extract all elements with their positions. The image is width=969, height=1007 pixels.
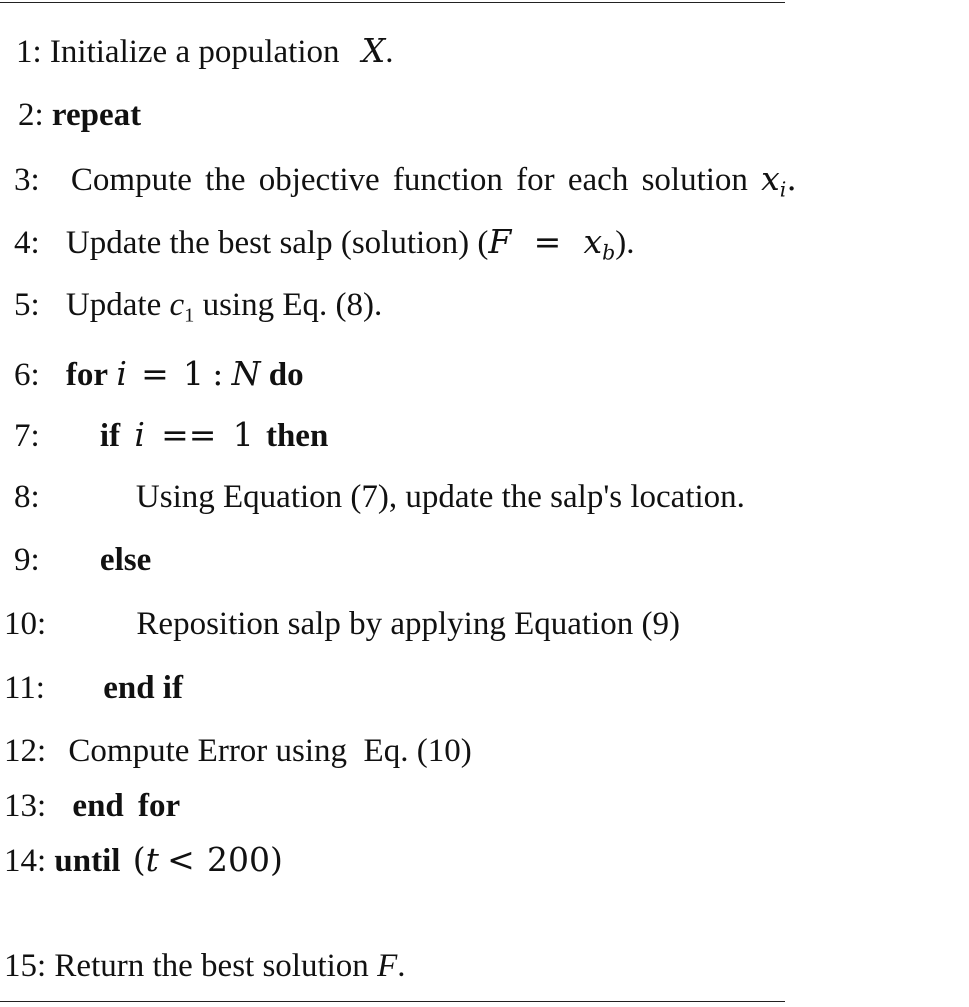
keyword-then: then bbox=[265, 418, 329, 454]
variable-f: F bbox=[377, 948, 398, 984]
line-text: Initialize a population bbox=[49, 34, 340, 70]
algorithm-line-4 bbox=[14, 222, 634, 263]
algorithm-line-10 bbox=[4, 604, 680, 644]
variable-i: i bbox=[116, 354, 127, 393]
subscript-b: b bbox=[602, 240, 616, 265]
algorithm-line-3 bbox=[14, 159, 797, 200]
paren-open: ( bbox=[132, 840, 146, 879]
bottom-rule bbox=[0, 1001, 785, 1002]
keyword-if: if bbox=[99, 418, 121, 454]
algorithm-line-1 bbox=[16, 31, 394, 72]
line-text: Update bbox=[65, 287, 162, 323]
line-text: using Eq. (8). bbox=[202, 287, 383, 323]
keyword-end-for: end for bbox=[72, 788, 181, 824]
variable-f: F bbox=[488, 222, 512, 261]
value-1: 1 bbox=[232, 415, 254, 454]
line-text: Using Equation (7), update the salp's location. bbox=[135, 479, 745, 515]
variable-t: t bbox=[145, 840, 159, 879]
keyword-repeat: repeat bbox=[51, 97, 142, 133]
line-text: Return the best solution bbox=[54, 948, 369, 984]
line-number: 5: bbox=[14, 287, 40, 323]
line-text: Reposition salp by applying Equation (9) bbox=[136, 606, 680, 642]
line-number: 3: bbox=[14, 162, 40, 198]
line-text: Update the best salp (solution) ( bbox=[65, 225, 489, 261]
line-number: 9: bbox=[14, 542, 40, 578]
line-number: 13: bbox=[4, 788, 47, 824]
algorithm-line-9 bbox=[14, 540, 151, 580]
algorithm-line-11 bbox=[4, 668, 183, 708]
keyword-else: else bbox=[99, 542, 152, 578]
line-punct: . bbox=[385, 34, 394, 70]
line-number: 7: bbox=[14, 418, 40, 454]
line-number: 11: bbox=[4, 670, 45, 706]
line-number: 4: bbox=[14, 225, 40, 261]
variable-n: N bbox=[231, 354, 261, 393]
variable-i: i bbox=[134, 415, 145, 454]
value-200: 200 bbox=[207, 840, 271, 879]
operator-equals: = bbox=[141, 354, 169, 393]
subscript-1: 1 bbox=[184, 304, 195, 327]
range-separator: : bbox=[212, 354, 224, 393]
keyword-for: for bbox=[65, 357, 109, 393]
operator-equality: == bbox=[161, 415, 217, 454]
line-number: 10: bbox=[4, 606, 47, 642]
line-number: 12: bbox=[4, 733, 47, 769]
line-punct: ). bbox=[615, 225, 635, 261]
line-punct: . bbox=[786, 159, 797, 198]
top-rule bbox=[0, 2, 785, 3]
line-number: 6: bbox=[14, 357, 40, 393]
line-text: Compute the objective function for each solution bbox=[70, 162, 748, 198]
operator-equals: = bbox=[533, 222, 562, 261]
value-1: 1 bbox=[183, 354, 205, 393]
algorithm-line-5 bbox=[14, 285, 382, 325]
operator-less-than: < bbox=[167, 840, 195, 879]
line-punct: . bbox=[397, 948, 406, 984]
keyword-do: do bbox=[268, 357, 304, 393]
algorithm-line-15 bbox=[4, 946, 405, 986]
variable-x: x bbox=[583, 222, 603, 261]
algorithm-line-14 bbox=[4, 840, 283, 881]
variable-x: X bbox=[361, 31, 386, 70]
paren-close: ) bbox=[270, 840, 283, 879]
algorithm-line-8 bbox=[14, 477, 745, 517]
line-number: 1: bbox=[16, 34, 42, 70]
keyword-until: until bbox=[54, 843, 121, 879]
line-number: 14: bbox=[4, 843, 47, 879]
line-number: 2: bbox=[18, 97, 44, 133]
algorithm-line-12 bbox=[4, 731, 472, 771]
keyword-end-if: end if bbox=[103, 670, 183, 706]
subscript-i: i bbox=[779, 177, 787, 202]
algorithm-line-13 bbox=[4, 786, 180, 826]
line-number: 8: bbox=[14, 479, 40, 515]
line-text: Compute Error using Eq. (10) bbox=[68, 733, 472, 769]
line-number: 15: bbox=[4, 948, 47, 984]
variable-c: c bbox=[169, 287, 185, 323]
algorithm-line-2 bbox=[18, 95, 141, 135]
algorithm-line-6 bbox=[14, 354, 304, 395]
algorithm-line-7 bbox=[14, 415, 328, 456]
variable-x: x bbox=[761, 159, 780, 198]
